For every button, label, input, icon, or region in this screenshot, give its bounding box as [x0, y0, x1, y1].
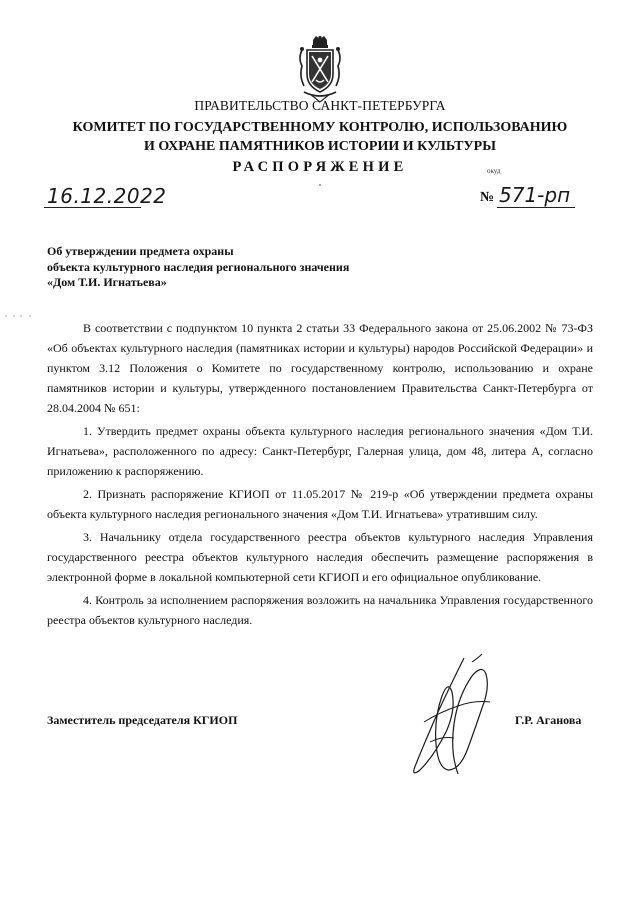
number-label: №	[480, 190, 495, 205]
okud-label: окуд	[487, 167, 501, 175]
subject-line2: объекта культурного наследия регионального значения	[47, 259, 350, 274]
date-underline	[44, 207, 141, 208]
committee-name-line2: И ОХРАНЕ ПАМЯТНИКОВ ИСТОРИИ И КУЛЬТУРЫ	[144, 139, 496, 154]
coat-of-arms-icon	[296, 36, 344, 102]
committee-name	[0, 118, 640, 156]
committee-name-line1: КОМИТЕТ ПО ГОСУДАРСТВЕННОМУ КОНТРОЛЮ, ИСПОЛЬЗОВАНИЮ	[72, 120, 568, 135]
scan-speck	[319, 184, 321, 186]
item-2-paragraph: 2. Признать распоряжение КГИОП от 11.05.2017 № 219-р «Об утверждении предмета охраны объекта культурного наследия регионального значения «Дом Т.И. Игнатьева» утратившим силу.	[47, 487, 593, 521]
number-underline	[497, 207, 575, 208]
item-4-paragraph: 4. Контроль за исполнением распоряжения возложить на начальника Управления государственного реестра объектов культурного наследия.	[47, 593, 593, 627]
document-type: РАСПОРЯЖЕНИЕ	[232, 159, 408, 175]
signer-title: Заместитель председателя КГИОП	[47, 713, 238, 727]
document-body	[47, 318, 593, 630]
subject-line1: Об утверждении предмета охраны	[47, 244, 234, 258]
item-1-paragraph: 1. Утвердить предмет охраны объекта культурного наследия регионального значения «Дом Т.И. Игнатьева», расположенного по адресу: Санкт-Петербург, Галерная улица, дом 48, литера А, согласно приложению к распоряжению.	[47, 424, 593, 478]
document-number: 571-рп	[499, 183, 571, 207]
item-3-paragraph: 3. Начальнику отдела государственного реестра объектов культурного наследия Управления государственного реестра объектов культурного наследия обеспечить размещение распоряжения в электронной форме в локальной компьютерной сети КГИОП и его официальное опубликование.	[47, 530, 593, 584]
preamble-paragraph: В соответствии с подпунктом 10 пункта 2 статьи 33 Федерального закона от 25.06.2002 № 73-ФЗ «Об объектах культурного наследия (памятниках истории и культуры) народов Российской Федерации» и пунктом 3.12 Положения о Комитете по государственному контролю, использованию и охране памятников истории и культуры, утвержденного постановлением Правительства Санкт-Петербурга от 28.04.2004 № 651:	[47, 321, 593, 415]
government-name: ПРАВИТЕЛЬСТВО САНКТ-ПЕТЕРБУРГА	[194, 98, 446, 113]
handwritten-signature-icon	[394, 652, 504, 782]
document-date: 16.12.2022	[47, 184, 167, 208]
scan-artifact	[4, 313, 34, 319]
document-subject	[47, 244, 349, 291]
subject-line3: «Дом Т.И. Игнатьева»	[47, 275, 167, 290]
signer-name: Г.Р. Аганова	[515, 713, 582, 727]
